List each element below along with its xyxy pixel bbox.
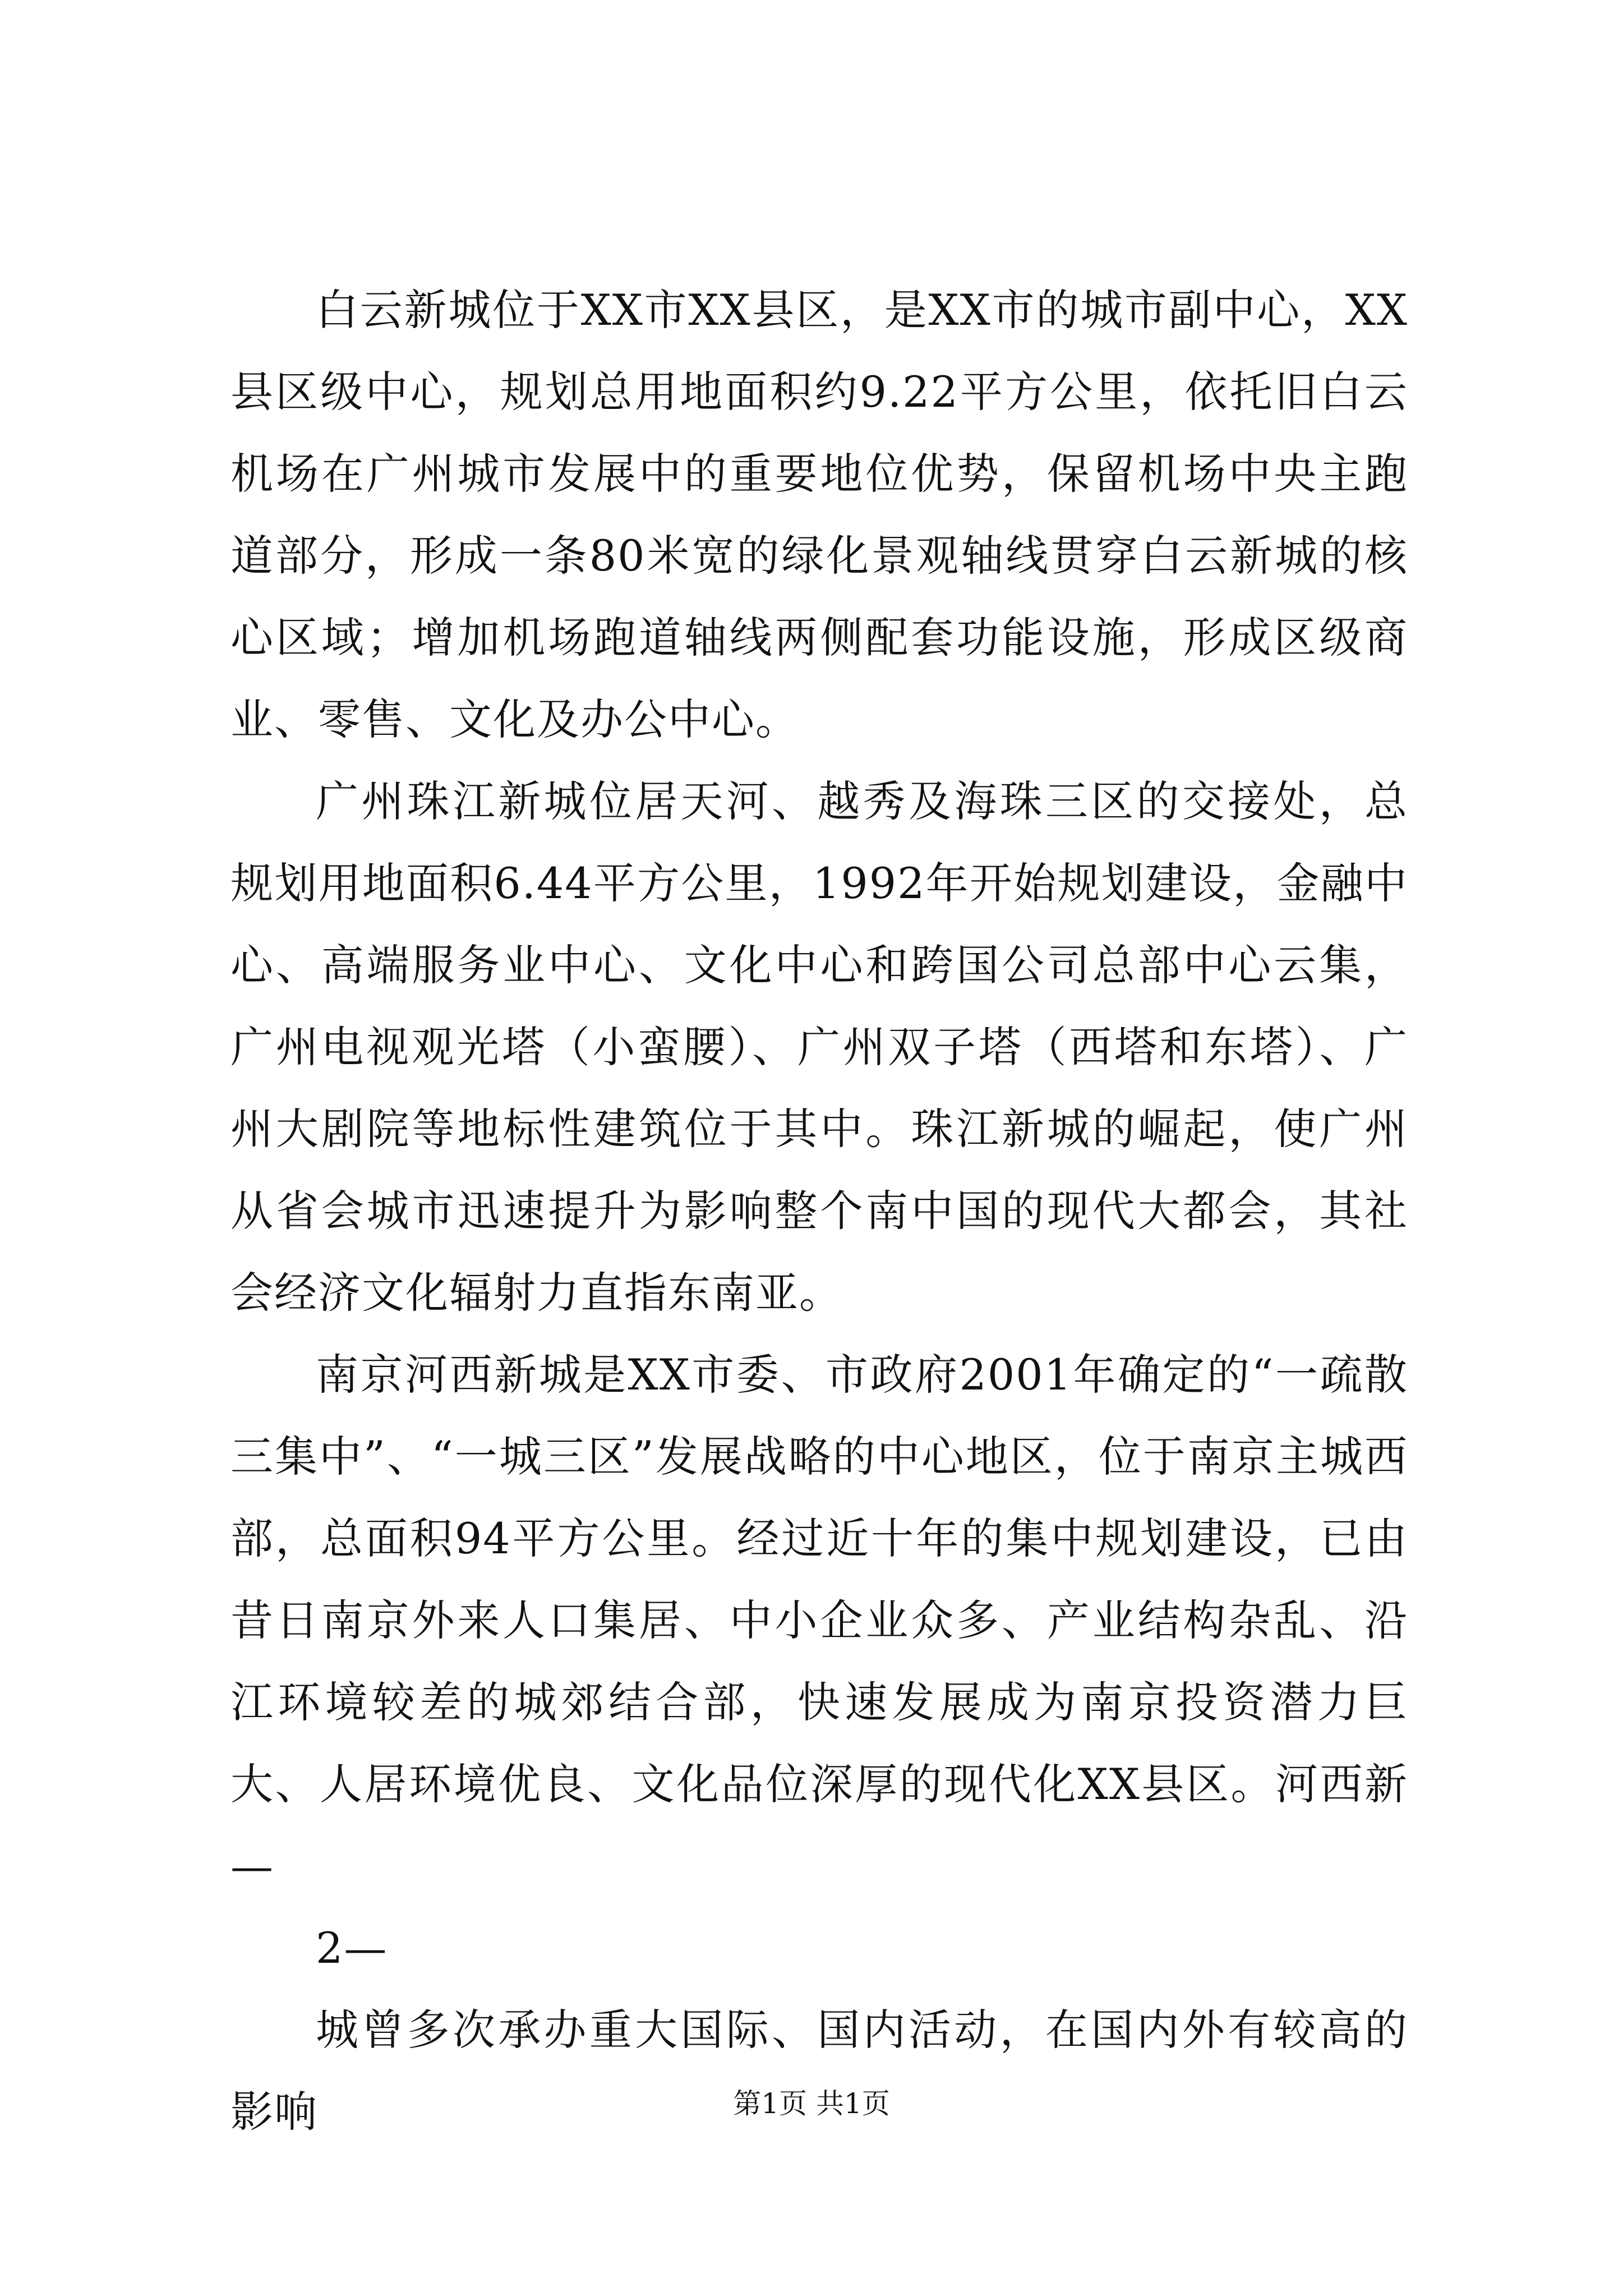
paragraph-baiyun: 白云新城位于XX市XX县区，是XX市的城市副中心，XX县区级中心，规划总用地面积约9.22平方公里，依托旧白云机场在广州城市发展中的重要地位优势，保留机场中央主跑道部分，形成一条80米宽的绿化景观轴线贯穿白云新城的核心区域；增加机场跑道轴线两侧配套功能设施，形成区级商业、零售、文化及办公中心。 <box>230 285 1408 744</box>
paragraph-hexi-continued: 城曾多次承办重大国际、国内活动，在国内外有较高的影响 <box>230 2005 1408 2137</box>
page-footer: 第1页 共1页 <box>733 2087 890 2120</box>
page-break-marker: 2— <box>316 1923 388 1973</box>
paragraph-hexi: 南京河西新城是XX市委、市政府2001年确定的“一疏散三集中”、“一城三区”发展战略的中心地区，位于南京主城西部，总面积94平方公里。经过近十年的集中规划建设，已由昔日南京外来人口集居、中小企业众多、产业结构杂乱、沿江环境较差的城郊结合部，快速发展成为南京投资潜力巨大、人居环境优良、文化品位深厚的现代化XX县区。河西新— <box>230 1350 1408 1891</box>
paragraph-zhujiang: 广州珠江新城位居天河、越秀及海珠三区的交接处，总规划用地面积6.44平方公里，1992年开始规划建设，金融中心、高端服务业中心、文化中心和跨国公司总部中心云集，广州电视观光塔（小蛮腰）、广州双子塔（西塔和东塔）、广州大剧院等地标性建筑位于其中。珠江新城的崛起，使广州从省会城市迅速提升为影响整个南中国的现代大都会，其社会经济文化辐射力直指东南亚。 <box>230 776 1408 1318</box>
document-body <box>230 269 1408 2153</box>
